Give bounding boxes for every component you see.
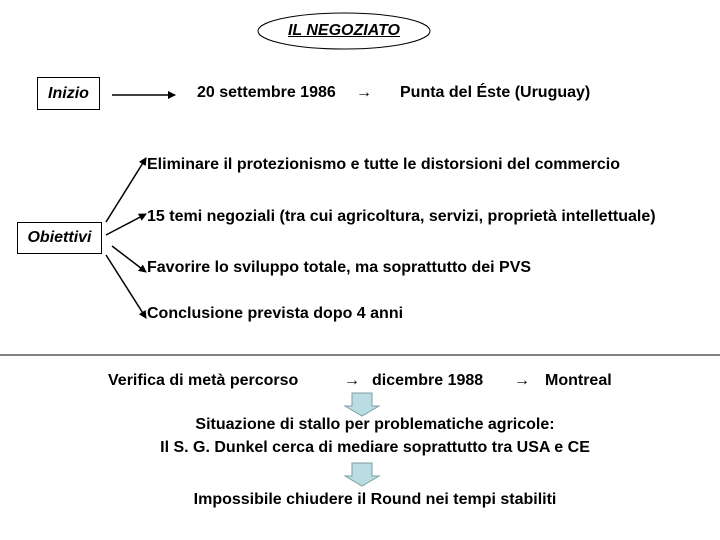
objective-item: Conclusione prevista dopo 4 anni — [147, 305, 404, 322]
objective-item: 15 temi negoziali (tra cui agricoltura, servizi, proprietà intellettuale) — [147, 208, 656, 225]
objective-item: Eliminare il protezionismo e tutte le distorsioni del commercio — [147, 156, 620, 173]
objective-arrow-1 — [106, 158, 146, 222]
midterm-date: dicembre 1988 — [372, 372, 484, 389]
outcome-text: Impossibile chiudere il Round nei tempi stabiliti — [193, 491, 557, 508]
midterm-label: Verifica di metà percorso — [108, 372, 299, 389]
start-date: 20 settembre 1986 — [197, 84, 336, 101]
midterm-place: Montreal — [545, 372, 612, 389]
stall-line-2: Il S. G. Dunkel cerca di mediare soprattutto tra USA e CE — [160, 439, 590, 456]
arrow-icon: → — [514, 372, 530, 389]
objective-arrow-2 — [106, 214, 146, 235]
stall-line-1: Situazione di stallo per problematiche agricole: — [195, 416, 555, 433]
objective-item: Favorire lo sviluppo totale, ma soprattutto dei PVS — [147, 259, 532, 276]
objectives-label-box: Obiettivi — [17, 222, 102, 254]
arrow-icon: → — [344, 372, 360, 389]
start-label-box: Inizio — [37, 77, 100, 110]
block-arrow-down-1 — [345, 393, 379, 416]
block-arrow-down-2 — [345, 463, 379, 486]
start-place: Punta del Éste (Uruguay) — [400, 84, 591, 101]
objective-arrow-4 — [106, 255, 146, 318]
objective-arrow-3 — [112, 246, 146, 272]
title: IL NEGOZIATO — [287, 22, 400, 39]
arrow-icon: → — [356, 84, 372, 101]
